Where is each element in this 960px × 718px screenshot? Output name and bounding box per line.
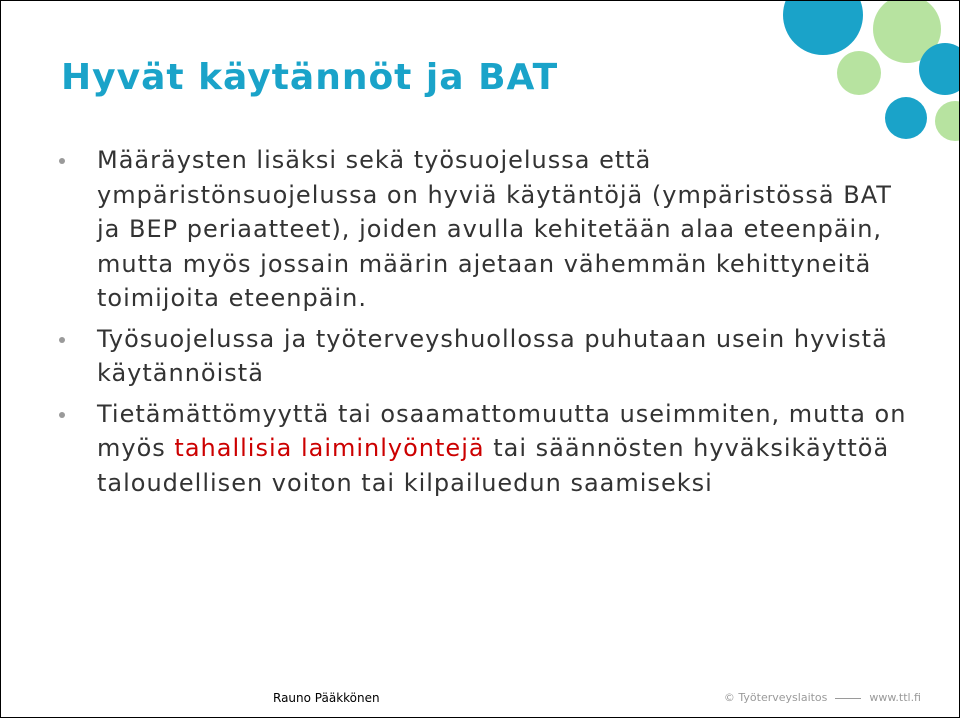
bullet-text: Työsuojelussa ja työterveyshuollossa puhutaan usein hyvistä käytännöistä: [97, 324, 888, 387]
footer-url: www.ttl.fi: [869, 691, 921, 704]
bullet-dot-icon: [59, 412, 65, 418]
bullet-highlight: tahallisia laiminlyöntejä: [174, 434, 485, 462]
deco-circle-green-lower: [935, 101, 960, 141]
footer-copyright: © Työterveyslaitos: [723, 691, 828, 704]
bullet-dot-icon: [59, 337, 65, 343]
footer-author: Rauno Pääkkönen: [273, 691, 380, 705]
bullet-item-3: [59, 397, 919, 501]
deco-circle-green-right: [837, 51, 881, 95]
deco-circle-blue-small: [919, 43, 960, 95]
deco-circle-blue-large: [783, 0, 863, 55]
bullet-item-2: [59, 322, 919, 391]
slide-title: Hyvät käytännöt ja BAT: [61, 57, 559, 98]
bullet-text: Määräysten lisäksi sekä työsuojelussa että ympäristönsuojelussa on hyviä käytäntöjä (ympäristössä BAT ja BEP periaatteet), joiden avulla kehitetään alaa eteenpäin, mutta myös jossain määrin ajetaan vähemmän kehittyneitä toimijoita eteenpäin.: [97, 146, 892, 312]
footer-right: [724, 691, 921, 704]
bullet-text-after: tai säännösten hyväksikäyttöä taloudellisen voiton tai kilpailuedun saamiseksi: [97, 434, 890, 497]
deco-circle-blue-lower: [885, 97, 927, 139]
bullet-dot-icon: [59, 158, 65, 164]
footer-separator: [835, 698, 861, 699]
bullet-item-1: [59, 143, 919, 316]
bullet-list: [59, 143, 919, 506]
bullet-text-before: Tietämättömyyttä tai osaamattomuutta useimmiten, mutta on myös: [97, 399, 907, 462]
